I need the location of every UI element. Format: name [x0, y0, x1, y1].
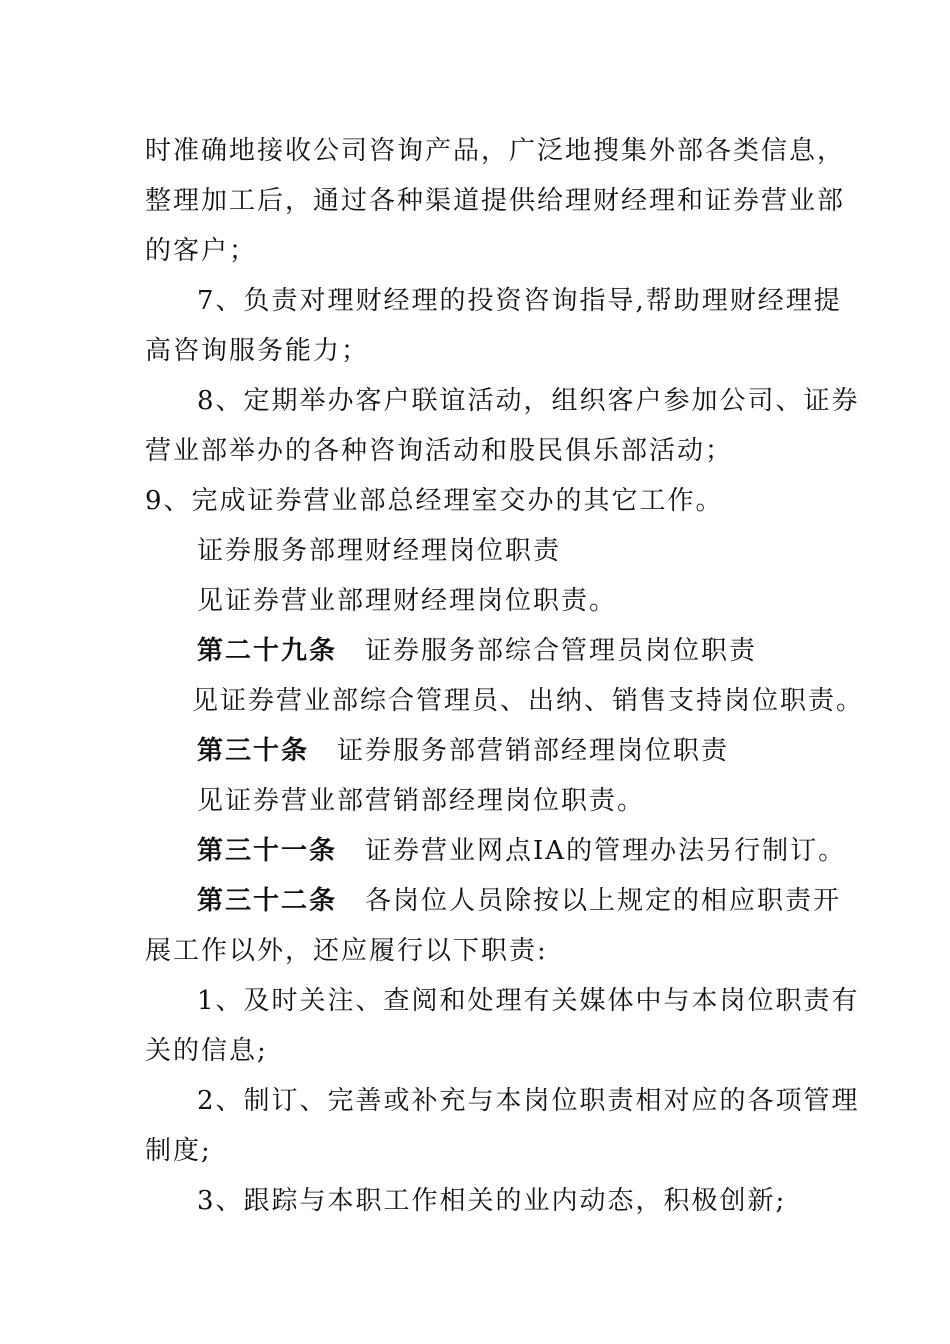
text-line: [145, 1136, 212, 1166]
text-line: [197, 786, 645, 816]
text-line: [145, 236, 257, 266]
line-text: 的客户；: [145, 236, 258, 266]
text-line: [145, 436, 733, 466]
article-heading-line: [197, 636, 757, 666]
line-text: 关的信息;: [145, 1036, 268, 1066]
line-text: 见证券营业部理财经理岗位职责。: [197, 586, 618, 616]
text-line: [197, 986, 860, 1016]
text-line: [192, 686, 864, 716]
article-heading-line: [197, 736, 729, 766]
line-text: 7、负责对理财经理的投资咨询指导,帮助理财经理提: [197, 286, 842, 316]
article-number: 第三十二条: [197, 886, 338, 916]
text-line: [197, 1086, 860, 1116]
line-text: 展工作以外，还应履行以下职责:: [145, 936, 548, 966]
article-heading-line: [197, 836, 846, 866]
text-line: [145, 186, 845, 216]
line-text: 见证券营业部营销部经理岗位职责。: [197, 786, 646, 816]
line-text: 证券服务部理财经理岗位职责: [197, 536, 562, 566]
article-heading-line: [197, 886, 841, 916]
text-line: [197, 1186, 786, 1216]
line-text: 1、及时关注、查阅和处理有关媒体中与本岗位职责有: [197, 986, 860, 1016]
text-line: [145, 336, 369, 366]
line-text: 整理加工后，通过各种渠道提供给理财经理和证券营业部: [145, 186, 846, 216]
article-number: 第三十条: [197, 736, 310, 766]
text-line: [145, 936, 548, 966]
line-text: 时准确地接收公司咨询产品，广泛地搜集外部各类信息，: [145, 136, 846, 166]
line-text: 见证券营业部综合管理员、出纳、销售支持岗位职责。: [192, 686, 865, 716]
text-line: [197, 286, 842, 316]
line-text: 2、制订、完善或补充与本岗位职责相对应的各项管理: [197, 1086, 860, 1116]
article-number: 第三十一条: [197, 836, 338, 866]
line-text: 各岗位人员除按以上规定的相应职责开: [365, 886, 842, 916]
article-number: 第二十九条: [197, 636, 338, 666]
text-line: [145, 136, 845, 166]
line-text: 证券服务部营销部经理岗位职责: [337, 736, 730, 766]
text-line: [197, 386, 860, 416]
text-line: [145, 486, 724, 516]
line-text: 8、定期举办客户联谊活动，组织客户参加公司、证券: [197, 386, 860, 416]
line-text: 制度;: [145, 1136, 212, 1166]
line-text: 证券服务部综合管理员岗位职责: [365, 636, 758, 666]
line-text: 营业部举办的各种咨询活动和股民俱乐部活动；: [145, 436, 734, 466]
line-text: 证券营业网点IA的管理办法另行制订。: [365, 836, 847, 866]
text-line: [197, 536, 561, 566]
text-line: [197, 586, 617, 616]
text-line: [145, 1036, 268, 1066]
line-text: 高咨询服务能力；: [145, 336, 370, 366]
line-text: 3、跟踪与本职工作相关的业内动态，积极创新;: [197, 1186, 787, 1216]
line-text: 9、完成证券营业部总经理室交办的其它工作。: [145, 486, 724, 516]
